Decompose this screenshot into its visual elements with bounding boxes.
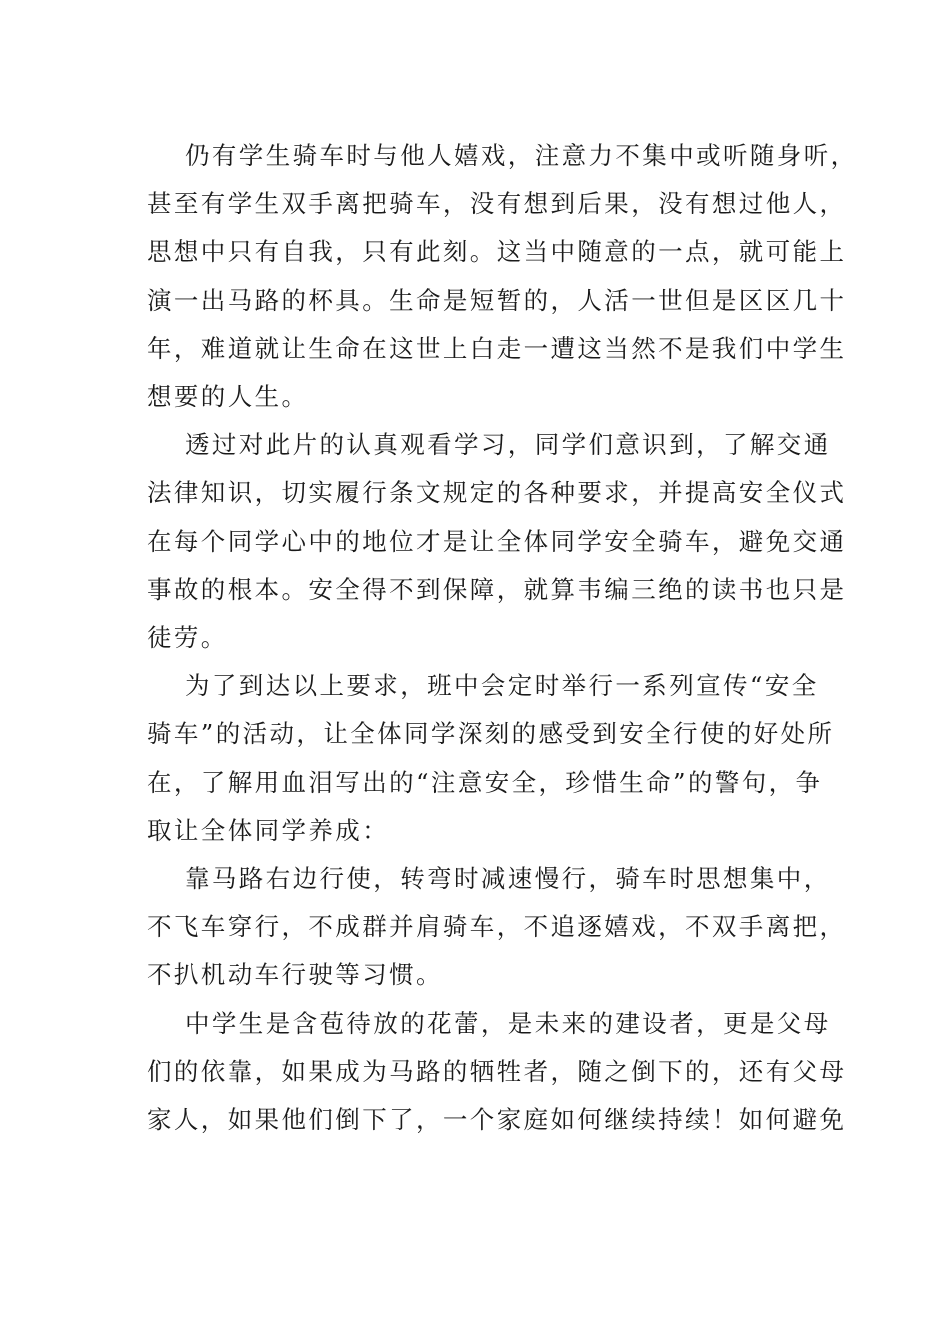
text-line: 思想中只有自我，只有此刻。这当中随意的一点，就可能上 — [147, 237, 847, 267]
text-line: 们的依靠，如果成为马路的牺牲者，随之倒下的，还有父母 — [147, 1056, 847, 1086]
text-line: 甚至有学生双手离把骑车，没有想到后果，没有想过他人， — [147, 189, 847, 219]
paragraph-1 — [147, 132, 858, 421]
text-line: 在，了解用血泪写出的“注意安全，珍惜生命”的警句，争 — [147, 767, 823, 797]
text-line: 取让全体同学养成： — [147, 815, 390, 845]
text-line: 徒劳。 — [147, 623, 228, 653]
text-line: 靠马路右边行使，转弯时减速慢行，骑车时思想集中， — [185, 864, 831, 894]
text-line: 不扒机动车行驶等习惯。 — [147, 960, 443, 990]
paragraph-5 — [147, 1000, 847, 1145]
text-line: 家人，如果他们倒下了，一个家庭如何继续持续！如何避免 — [147, 1105, 847, 1135]
text-line: 透过对此片的认真观看学习，同学们意识到，了解交通 — [185, 430, 831, 460]
document-body — [147, 132, 858, 1144]
text-line: 骑车”的活动，让全体同学深刻的感受到安全行使的好处所 — [147, 719, 835, 749]
paragraph-2 — [147, 421, 847, 662]
text-line: 为了到达以上要求，班中会定时举行一系列宣传“安全 — [185, 671, 819, 701]
paragraph-3 — [147, 662, 835, 855]
text-line: 年，难道就让生命在这世上白走一遭这当然不是我们中学生 — [147, 333, 847, 363]
text-line: 仍有学生骑车时与他人嬉戏，注意力不集中或听随身听， — [185, 141, 858, 170]
text-line: 演一出马路的杯具。生命是短暂的，人活一世但是区区几十 — [147, 285, 847, 315]
text-line: 想要的人生。 — [147, 382, 309, 412]
text-line: 在每个同学心中的地位才是让全体同学安全骑车，避免交通 — [147, 526, 847, 556]
text-line: 不飞车穿行，不成群并肩骑车，不追逐嬉戏，不双手离把， — [147, 912, 847, 942]
paragraph-4 — [147, 855, 847, 1000]
text-line: 法律知识，切实履行条文规定的各种要求，并提高安全仪式 — [147, 478, 847, 508]
text-line: 中学生是含苞待放的花蕾，是未来的建设者，更是父母 — [185, 1008, 831, 1038]
text-line: 事故的根本。安全得不到保障，就算韦编三绝的读书也只是 — [147, 574, 847, 604]
